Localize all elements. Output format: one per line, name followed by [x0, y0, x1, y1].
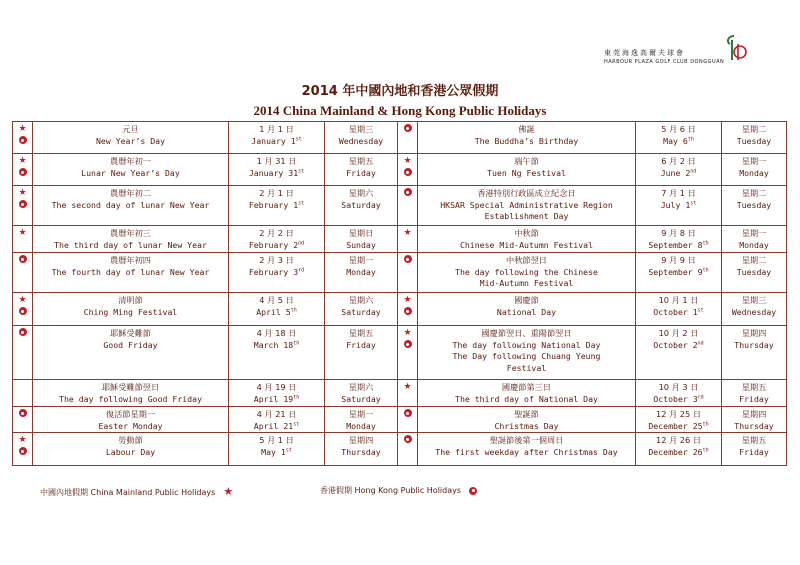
date-ordinal-suffix: th	[702, 446, 709, 453]
star-icon: ★	[403, 382, 412, 392]
date-en: December 25	[648, 420, 703, 431]
weekday-en: Friday	[346, 339, 376, 350]
star-icon: ★	[403, 295, 412, 305]
star-icon: ★	[18, 228, 27, 238]
date-en-line	[636, 307, 721, 319]
date-en: September 9	[648, 266, 703, 277]
weekday-zh: 星期五	[348, 156, 374, 166]
left-weekday-0	[325, 122, 398, 154]
date-zh: 10 月 3 日	[658, 382, 699, 392]
weekday-en: Tuesday	[736, 199, 772, 210]
weekday-en: Sunday	[346, 239, 376, 250]
holiday-name-en: New Year’s Day	[95, 135, 165, 146]
date-en-line	[229, 200, 324, 212]
holiday-name-en: Christmas Day	[494, 420, 559, 431]
left-weekday-1	[325, 154, 398, 186]
table-row	[13, 186, 787, 226]
weekday-en: Monday	[346, 420, 376, 431]
hk-bauhinia-icon	[403, 340, 413, 351]
date-en: December 26	[648, 446, 703, 457]
hk-bauhinia-icon	[18, 409, 28, 420]
weekday-zh: 星期五	[741, 382, 767, 392]
title-english: 2014 China Mainland & Hong Kong Public Holidays	[253, 103, 547, 118]
holiday-name-en: The second day of lunar New Year	[51, 199, 210, 210]
right-weekday-7	[722, 380, 787, 407]
right-weekday-1	[722, 154, 787, 186]
weekday-en: Tuesday	[736, 135, 772, 146]
right-holiday-name-0	[418, 122, 636, 154]
right-date-8	[636, 407, 722, 433]
hk-bauhinia-icon	[403, 188, 413, 199]
date-zh: 4 月 19 日	[256, 382, 297, 392]
date-en-line	[636, 340, 721, 352]
right-marks-3	[398, 226, 418, 253]
star-icon: ★	[18, 156, 27, 166]
left-weekday-7	[325, 380, 398, 407]
left-marks-7	[13, 380, 33, 407]
date-ordinal-suffix: th	[702, 266, 709, 273]
left-holiday-name-3	[33, 226, 229, 253]
title-chinese: 2014 年中國內地和香港公眾假期	[301, 84, 499, 99]
right-date-9	[636, 433, 722, 466]
right-holiday-name-4	[418, 253, 636, 293]
weekday-en: Monday	[346, 266, 376, 277]
holiday-name-en: Mid-Autumn Festival	[479, 278, 574, 288]
weekday-en: Thursday	[341, 446, 381, 457]
date-en: October 2	[653, 339, 698, 350]
left-date-9	[229, 433, 325, 466]
holiday-name-zh: 農曆年初一	[110, 156, 151, 166]
table-row	[13, 226, 787, 253]
left-holiday-name-0	[33, 122, 229, 154]
date-zh: 9 月 9 日	[661, 255, 696, 265]
holiday-name-en: Lunar New Year’s Day	[81, 167, 180, 178]
right-holiday-name-8	[418, 407, 636, 433]
date-zh: 2 月 3 日	[259, 255, 294, 265]
right-weekday-4	[722, 253, 787, 293]
holiday-name-zh: 佛誕	[518, 124, 535, 134]
date-ordinal-suffix: th	[293, 339, 300, 346]
left-date-7	[229, 380, 325, 407]
right-marks-9	[398, 433, 418, 466]
date-en-line	[636, 168, 721, 180]
weekday-zh: 星期六	[348, 188, 374, 198]
holiday-name-en: The Day following Chuang Yeung	[452, 351, 601, 361]
star-icon: ★	[18, 124, 27, 134]
weekday-zh: 星期三	[348, 124, 374, 134]
hk-bauhinia-icon	[18, 136, 28, 147]
date-ordinal-suffix: st	[298, 199, 305, 206]
right-weekday-3	[722, 226, 787, 253]
holiday-name-zh: 農曆年初二	[110, 188, 151, 198]
hk-bauhinia-icon	[18, 168, 28, 179]
legend-mainland-label: 中國內地假期 China Mainland Public Holidays	[40, 488, 216, 497]
weekday-en: Thursday	[734, 339, 774, 350]
star-icon: ★	[403, 328, 412, 338]
date-en-line	[229, 394, 324, 406]
holiday-name-en: Easter Monday	[98, 420, 163, 431]
date-en-line	[229, 240, 324, 252]
table-row	[13, 407, 787, 433]
date-zh: 2 月 2 日	[259, 228, 294, 238]
holiday-name-en: Labour Day	[105, 446, 156, 457]
weekday-en: Saturday	[341, 199, 381, 210]
holiday-name-zh: 香港特別行政區成立紀念日	[477, 188, 576, 198]
date-en-line	[636, 136, 721, 148]
holiday-name-en: Establishment Day	[484, 211, 569, 221]
hk-bauhinia-icon	[403, 168, 413, 179]
date-en: April 19	[253, 393, 294, 404]
date-en-line	[229, 340, 324, 352]
date-en: February 2	[248, 239, 299, 250]
holiday-name-en: The day following Good Friday	[59, 393, 202, 404]
star-icon: ★	[403, 228, 412, 238]
right-weekday-9	[722, 433, 787, 466]
date-ordinal-suffix: st	[690, 199, 697, 206]
logo-english-name: HARBOUR PLAZA GOLF CLUB DONGGUAN	[604, 59, 725, 65]
weekday-zh: 星期一	[741, 156, 767, 166]
holiday-name-zh: 復活節星期一	[105, 409, 156, 419]
date-en-line	[229, 267, 324, 279]
date-zh: 5 月 1 日	[259, 435, 294, 445]
date-en: January 1	[251, 135, 296, 146]
date-en: September 8	[648, 239, 703, 250]
holiday-name-zh: 勞動節	[118, 435, 143, 445]
left-holiday-name-2	[33, 186, 229, 226]
holiday-name-zh: 國慶節翌日、重陽節翌日	[481, 328, 572, 338]
weekday-zh: 星期四	[741, 328, 767, 338]
date-en: January 31	[248, 167, 299, 178]
hk-bauhinia-icon	[18, 307, 28, 318]
weekday-zh: 星期日	[348, 228, 374, 238]
left-marks-6	[13, 326, 33, 380]
holiday-name-en: Tuen Ng Festival	[487, 167, 566, 178]
weekday-en: Wednesday	[338, 135, 384, 146]
table-row	[13, 154, 787, 186]
date-en-line	[636, 421, 721, 433]
date-en-line	[636, 267, 721, 279]
right-holiday-name-5	[418, 293, 636, 326]
right-weekday-2	[722, 186, 787, 226]
holiday-name-en: National Day	[496, 306, 557, 317]
weekday-zh: 星期四	[348, 435, 374, 445]
hk-bauhinia-icon	[469, 487, 477, 495]
date-en-line	[636, 200, 721, 212]
date-ordinal-suffix: th	[290, 306, 297, 313]
date-zh: 12 月 25 日	[655, 409, 702, 419]
right-date-3	[636, 226, 722, 253]
date-zh: 4 月 5 日	[259, 295, 294, 305]
hk-bauhinia-icon	[403, 409, 413, 420]
date-zh: 7 月 1 日	[661, 188, 696, 198]
date-en-line	[229, 307, 324, 319]
holiday-name-en: HKSAR Special Administrative Region	[440, 199, 613, 210]
right-date-6	[636, 326, 722, 380]
weekday-zh: 星期五	[348, 328, 374, 338]
left-weekday-3	[325, 226, 398, 253]
weekday-zh: 星期一	[741, 228, 767, 238]
date-en-line	[229, 421, 324, 433]
date-zh: 4 月 18 日	[256, 328, 297, 338]
weekday-zh: 星期二	[741, 255, 767, 265]
right-weekday-8	[722, 407, 787, 433]
date-en: March 18	[253, 339, 294, 350]
date-en: October 1	[653, 306, 698, 317]
weekday-en: Monday	[739, 239, 769, 250]
holiday-name-en: Ching Ming Festival	[83, 306, 178, 317]
hk-bauhinia-icon	[18, 447, 28, 458]
legend-mainland	[40, 485, 233, 498]
left-marks-0	[13, 122, 33, 154]
star-icon: ★	[403, 156, 412, 166]
legend-hongkong-label: 香港假期 Hong Kong Public Holidays	[320, 486, 462, 495]
holiday-name-zh: 中秋節翌日	[506, 255, 547, 265]
date-ordinal-suffix: th	[687, 135, 694, 142]
right-weekday-5	[722, 293, 787, 326]
right-marks-4	[398, 253, 418, 293]
hk-bauhinia-icon	[403, 255, 413, 266]
left-marks-1	[13, 154, 33, 186]
left-marks-5	[13, 293, 33, 326]
right-marks-7	[398, 380, 418, 407]
date-en: May 6	[663, 135, 688, 146]
left-holiday-name-1	[33, 154, 229, 186]
left-date-8	[229, 407, 325, 433]
star-icon: ★	[18, 435, 27, 445]
right-date-2	[636, 186, 722, 226]
right-date-5	[636, 293, 722, 326]
weekday-en: Wednesday	[731, 306, 777, 317]
date-ordinal-suffix: th	[702, 239, 709, 246]
date-zh: 1 月 31 日	[256, 156, 297, 166]
left-marks-2	[13, 186, 33, 226]
date-zh: 5 月 6 日	[661, 124, 696, 134]
date-en-line	[636, 447, 721, 459]
club-logo	[604, 34, 764, 68]
left-date-2	[229, 186, 325, 226]
date-en: June 2	[660, 167, 691, 178]
holiday-table	[12, 121, 787, 466]
star-icon: ★	[18, 295, 27, 305]
holiday-name-zh: 元旦	[122, 124, 139, 134]
right-marks-6	[398, 326, 418, 380]
left-weekday-4	[325, 253, 398, 293]
date-ordinal-suffix: nd	[697, 339, 704, 346]
right-marks-8	[398, 407, 418, 433]
left-date-5	[229, 293, 325, 326]
date-ordinal-suffix: st	[298, 167, 305, 174]
date-ordinal-suffix: st	[697, 306, 704, 313]
weekday-en: Saturday	[341, 393, 381, 404]
legend-hongkong	[320, 485, 477, 496]
table-row	[13, 380, 787, 407]
date-ordinal-suffix: rd	[697, 393, 704, 400]
left-marks-3	[13, 226, 33, 253]
date-en-line	[229, 168, 324, 180]
date-ordinal-suffix: rd	[298, 266, 305, 273]
date-ordinal-suffix: th	[702, 420, 709, 427]
weekday-zh: 星期四	[741, 409, 767, 419]
date-en-line	[229, 136, 324, 148]
date-en: October 3	[653, 393, 698, 404]
holiday-name-zh: 農曆年初三	[110, 228, 151, 238]
date-en: April 21	[253, 420, 294, 431]
left-weekday-9	[325, 433, 398, 466]
weekday-zh: 星期二	[741, 188, 767, 198]
date-ordinal-suffix: nd	[298, 239, 305, 246]
table-row	[13, 122, 787, 154]
right-holiday-name-7	[418, 380, 636, 407]
left-marks-9	[13, 433, 33, 466]
right-date-7	[636, 380, 722, 407]
star-icon: ★	[18, 188, 27, 198]
left-date-4	[229, 253, 325, 293]
date-ordinal-suffix: th	[293, 393, 300, 400]
weekday-zh: 星期一	[348, 255, 374, 265]
holiday-name-en: The day following National Day	[452, 339, 601, 350]
left-weekday-5	[325, 293, 398, 326]
left-date-6	[229, 326, 325, 380]
left-weekday-6	[325, 326, 398, 380]
hk-bauhinia-icon	[18, 328, 28, 339]
holiday-name-en: The third day of lunar New Year	[54, 239, 207, 250]
star-icon: ★	[223, 485, 234, 498]
weekday-zh: 星期五	[741, 435, 767, 445]
right-marks-5	[398, 293, 418, 326]
date-zh: 12 月 26 日	[655, 435, 702, 445]
holiday-name-en: Chinese Mid-Autumn Festival	[459, 239, 594, 250]
holiday-name-en: Good Friday	[103, 339, 158, 350]
left-holiday-name-5	[33, 293, 229, 326]
holiday-name-zh: 端午節	[514, 156, 539, 166]
logo-chinese-name: 東莞海逸高爾夫球會	[604, 49, 685, 57]
holiday-name-zh: 農曆年初四	[110, 255, 151, 265]
weekday-en: Thursday	[734, 420, 774, 431]
date-en: May 1	[261, 446, 286, 457]
holiday-name-en: The fourth day of lunar New Year	[51, 266, 210, 277]
date-en: April 5	[256, 306, 291, 317]
right-date-0	[636, 122, 722, 154]
date-zh: 10 月 1 日	[658, 295, 699, 305]
left-date-1	[229, 154, 325, 186]
left-holiday-name-9	[33, 433, 229, 466]
left-holiday-name-8	[33, 407, 229, 433]
holiday-name-en: The first weekday after Christmas Day	[435, 446, 618, 457]
date-zh: 1 月 1 日	[259, 124, 294, 134]
left-marks-4	[13, 253, 33, 293]
date-en: July 1	[660, 199, 691, 210]
left-holiday-name-4	[33, 253, 229, 293]
right-date-4	[636, 253, 722, 293]
right-marks-1	[398, 154, 418, 186]
holiday-name-en: The third day of National Day	[455, 393, 598, 404]
holiday-name-zh: 清明節	[118, 295, 143, 305]
right-date-1	[636, 154, 722, 186]
date-en-line	[229, 447, 324, 459]
holiday-name-zh: 國慶節第三日	[501, 382, 552, 392]
right-marks-0	[398, 122, 418, 154]
holiday-name-en: The Buddha’s Birthday	[474, 135, 579, 146]
date-zh: 2 月 1 日	[259, 188, 294, 198]
right-holiday-name-1	[418, 154, 636, 186]
date-en: February 1	[248, 199, 299, 210]
date-ordinal-suffix: st	[293, 420, 300, 427]
right-weekday-0	[722, 122, 787, 154]
hk-bauhinia-icon	[18, 200, 28, 211]
table-row	[13, 293, 787, 326]
weekday-en: Friday	[739, 446, 769, 457]
holiday-table-body	[13, 122, 787, 466]
right-holiday-name-9	[418, 433, 636, 466]
right-weekday-6	[722, 326, 787, 380]
date-ordinal-suffix: nd	[690, 167, 697, 174]
date-ordinal-suffix: st	[285, 446, 292, 453]
date-en-line	[636, 394, 721, 406]
right-holiday-name-3	[418, 226, 636, 253]
right-holiday-name-6	[418, 326, 636, 380]
holiday-name-zh: 中秋節	[514, 228, 539, 238]
table-row	[13, 326, 787, 380]
right-marks-2	[398, 186, 418, 226]
date-en: February 3	[248, 266, 299, 277]
hk-bauhinia-icon	[18, 255, 28, 266]
weekday-en: Monday	[739, 167, 769, 178]
date-zh: 4 月 21 日	[256, 409, 297, 419]
hk-bauhinia-icon	[403, 124, 413, 135]
left-weekday-2	[325, 186, 398, 226]
weekday-en: Friday	[346, 167, 376, 178]
date-zh: 6 月 2 日	[661, 156, 696, 166]
date-en-line	[636, 240, 721, 252]
left-date-3	[229, 226, 325, 253]
holiday-name-zh: 耶穌受難節	[110, 328, 151, 338]
weekday-en: Tuesday	[736, 266, 772, 277]
holiday-name-en: Festival	[506, 362, 547, 373]
date-zh: 10 月 2 日	[658, 328, 699, 338]
left-holiday-name-6	[33, 326, 229, 380]
table-row	[13, 433, 787, 466]
right-holiday-name-2	[418, 186, 636, 226]
weekday-zh: 星期六	[348, 295, 374, 305]
weekday-en: Saturday	[341, 306, 381, 317]
weekday-en: Friday	[739, 393, 769, 404]
left-holiday-name-7	[33, 380, 229, 407]
left-date-0	[229, 122, 325, 154]
left-weekday-8	[325, 407, 398, 433]
table-row	[13, 253, 787, 293]
holiday-name-zh: 聖誕節	[514, 409, 539, 419]
date-ordinal-suffix: st	[295, 135, 302, 142]
hk-bauhinia-icon	[403, 435, 413, 446]
left-marks-8	[13, 407, 33, 433]
holiday-name-zh: 聖誕節後第一個周日	[489, 435, 564, 445]
weekday-zh: 星期六	[348, 382, 374, 392]
weekday-zh: 星期二	[741, 124, 767, 134]
holiday-name-en: The day following the Chinese	[455, 266, 598, 277]
hk-bauhinia-icon	[403, 307, 413, 318]
weekday-zh: 星期一	[348, 409, 374, 419]
weekday-zh: 星期三	[741, 295, 767, 305]
holiday-name-zh: 耶穌受難節翌日	[101, 382, 160, 392]
date-zh: 9 月 8 日	[661, 228, 696, 238]
holiday-name-zh: 國慶節	[514, 295, 539, 305]
